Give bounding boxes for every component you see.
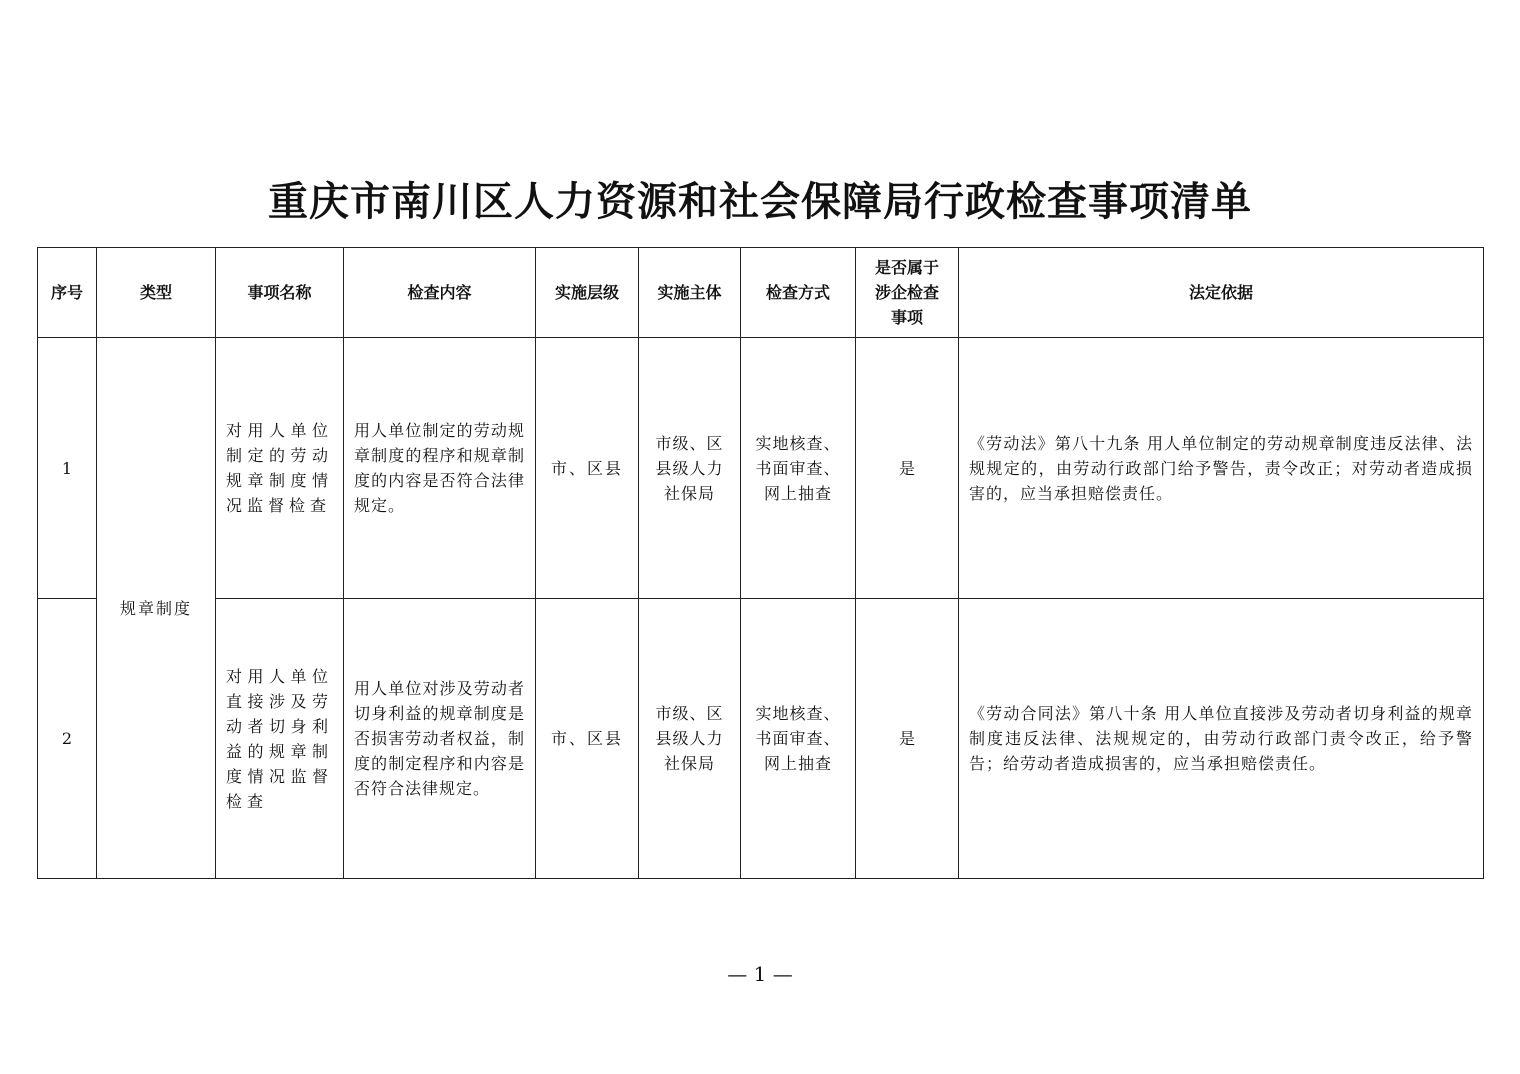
cell-content: 用人单位制定的劳动规章制度的程序和规章制度的内容是否符合法律规定。 — [344, 338, 536, 599]
table-row — [38, 338, 1484, 599]
cell-subject: 市级、区县级人力社保局 — [639, 338, 741, 599]
cell-level: 市、区县 — [536, 338, 639, 599]
header-content: 检查内容 — [344, 248, 536, 338]
table-row — [38, 599, 1484, 879]
cell-basis: 《劳动合同法》第八十条 用人单位直接涉及劳动者切身利益的规章制度违反法律、法规规定的，由劳动行政部门责令改正，给予警告；给劳动者造成损害的，应当承担赔偿责任。 — [959, 599, 1484, 879]
cell-content: 用人单位对涉及劳动者切身利益的规章制度是否损害劳动者权益，制度的制定程序和内容是否符合法律规定。 — [344, 599, 536, 879]
page-number: — 1 — — [727, 962, 793, 986]
header-enterprise: 是否属于涉企检查事项 — [856, 248, 959, 338]
header-basis: 法定依据 — [959, 248, 1484, 338]
cell-subject: 市级、区县级人力社保局 — [639, 599, 741, 879]
cell-item-name: 对用人单位制定的劳动规章制度情况监督检查 — [216, 338, 344, 599]
header-subject: 实施主体 — [639, 248, 741, 338]
cell-enterprise: 是 — [856, 599, 959, 879]
header-level: 实施层级 — [536, 248, 639, 338]
table-header-row — [38, 248, 1484, 338]
cell-type: 规章制度 — [97, 338, 216, 879]
cell-enterprise: 是 — [856, 338, 959, 599]
inspection-table — [37, 247, 1484, 879]
header-seq: 序号 — [38, 248, 97, 338]
document-title: 重庆市南川区人力资源和社会保障局行政检查事项清单 — [268, 178, 1252, 225]
cell-item-name: 对用人单位直接涉及劳动者切身利益的规章制度情况监督检查 — [216, 599, 344, 879]
cell-seq: 1 — [38, 338, 97, 599]
header-item-name: 事项名称 — [216, 248, 344, 338]
cell-basis: 《劳动法》第八十九条 用人单位制定的劳动规章制度违反法律、法规规定的，由劳动行政部门给予警告，责令改正；对劳动者造成损害的，应当承担赔偿责任。 — [959, 338, 1484, 599]
cell-seq: 2 — [38, 599, 97, 879]
header-type: 类型 — [97, 248, 216, 338]
cell-level: 市、区县 — [536, 599, 639, 879]
cell-method: 实地核查、书面审查、网上抽查 — [741, 599, 856, 879]
cell-method: 实地核查、书面审查、网上抽查 — [741, 338, 856, 599]
header-method: 检查方式 — [741, 248, 856, 338]
